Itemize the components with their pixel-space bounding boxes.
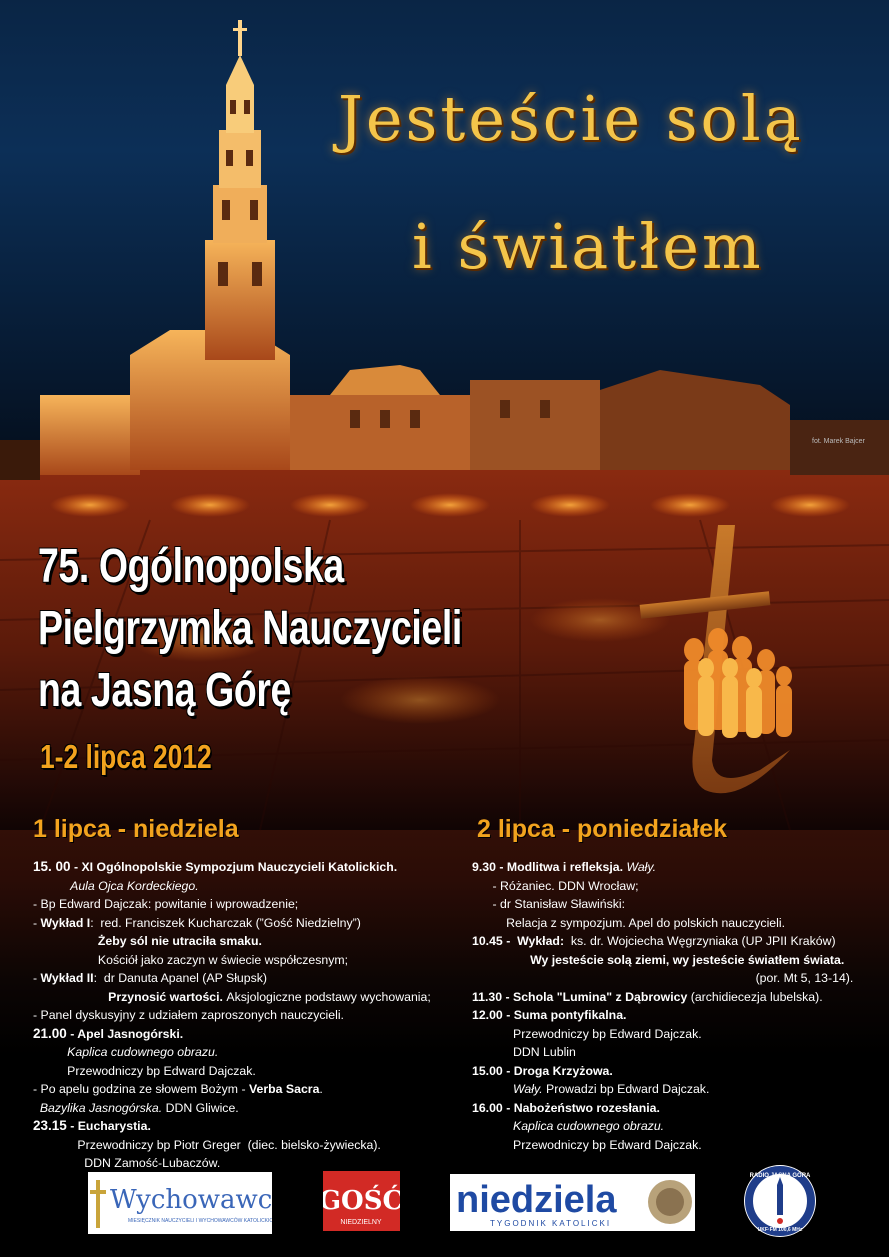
schedule-line (472, 1099, 889, 1118)
schedule-line (472, 1043, 889, 1062)
schedule-line (33, 858, 473, 877)
schedule-text: Przewodniczy bp Piotr Greger (diec. bielsko-żywiecka). (33, 1137, 381, 1152)
schedule-text: 23.15 (33, 1118, 67, 1133)
schedule-text: Bazylika Jasnogórska. (33, 1100, 163, 1115)
schedule-text: Wały. (472, 1082, 543, 1096)
schedule-text: - Panel dyskusyjny z udziałem zaproszonych nauczycieli. (33, 1008, 344, 1022)
schedule-text: 15.00 - Droga Krzyżowa. (472, 1063, 613, 1078)
schedule-line (472, 1136, 889, 1155)
schedule-line (472, 877, 889, 896)
schedule-text: : red. Franciszek Kucharczak (”Gość Niedzielny”) (90, 915, 361, 930)
schedule-text: Przewodniczy bp Edward Dajczak. (472, 1026, 702, 1041)
schedule-text: DDN Gliwice. (162, 1100, 239, 1115)
schedule-line (33, 932, 473, 951)
schedule-text: - (33, 971, 41, 985)
schedule-text: (por. Mt 5, 13-14). (472, 971, 854, 985)
svg-text:GOŚĆ: GOŚĆ (323, 1186, 400, 1216)
schedule-line (472, 969, 889, 988)
headline-line1: 75. Ogólnopolska (38, 540, 344, 593)
day2-schedule (472, 858, 889, 1154)
schedule-text: Prowadzi bp Edward Dajczak. (542, 1082, 710, 1096)
schedule-text: - (33, 915, 41, 930)
schedule-line (472, 951, 889, 970)
schedule-line (472, 1080, 889, 1099)
headline-line3: na Jasną Górę (38, 664, 291, 717)
svg-text:UKF·FM 100,6 MHz: UKF·FM 100,6 MHz (757, 1227, 803, 1233)
schedule-line (472, 895, 889, 914)
schedule-text: . (319, 1082, 323, 1096)
schedule-line (472, 932, 889, 951)
schedule-text: Aksjologiczne podstawy wychowania; (222, 989, 431, 1004)
radio-jasna-gora-logo (744, 1165, 816, 1237)
schedule-line (33, 1136, 473, 1155)
day2-heading: 2 lipca - poniedziałek (477, 815, 728, 843)
niedziela-logo (450, 1174, 695, 1231)
schedule-line (33, 895, 473, 914)
schedule-text: 9.30 - Modlitwa i refleksja. (472, 860, 624, 874)
day1-schedule (33, 858, 473, 1173)
schedule-line (33, 914, 473, 933)
schedule-line (33, 1025, 473, 1044)
poster-title-line1: Jesteście solą (338, 82, 804, 155)
svg-text:RADIO JASNA GÓRA: RADIO JASNA GÓRA (749, 1173, 811, 1179)
schedule-line (33, 877, 473, 896)
schedule-text: Wykład I (40, 915, 91, 930)
schedule-text: Kaplica cudownego obrazu. (33, 1045, 219, 1059)
schedule-text: Przewodniczy bp Edward Dajczak. (472, 1137, 702, 1152)
schedule-text: Żeby sól nie utraciła smaku. (33, 934, 262, 948)
schedule-text: (archidiecezja lubelska). (687, 989, 823, 1004)
event-dates: 1-2 lipca 2012 (40, 738, 212, 775)
schedule-text: - Bp Edward Dajczak: powitanie i wprowadzenie; (33, 897, 299, 911)
schedule-line (472, 858, 889, 877)
schedule-line (33, 1006, 473, 1025)
schedule-text: - Eucharystia. (66, 1119, 151, 1133)
schedule-line (472, 988, 889, 1007)
schedule-text: Kaplica cudownego obrazu. (472, 1119, 665, 1133)
svg-text:niedziela: niedziela (456, 1179, 617, 1221)
schedule-line (472, 1006, 889, 1025)
schedule-text: Przewodniczy bp Edward Dajczak. (33, 1063, 256, 1078)
poster-title-line2: i światłem (412, 210, 764, 283)
schedule-line (33, 969, 473, 988)
svg-text:MIESIĘCZNIK NAUCZYCIELI I WYCH: MIESIĘCZNIK NAUCZYCIELI I WYCHOWAWCÓW KATOLICKICH (128, 1218, 272, 1224)
schedule-text: Wały. (623, 860, 657, 874)
schedule-text: Relacja z sympozjum. Apel do polskich nauczycieli. (472, 915, 786, 930)
schedule-line (472, 914, 889, 933)
svg-text:TYGODNIK KATOLICKI: TYGODNIK KATOLICKI (490, 1219, 612, 1228)
schedule-text: - Po apelu godzina ze słowem Bożym - (33, 1082, 249, 1096)
svg-text:NIEDZIELNY: NIEDZIELNY (340, 1219, 382, 1226)
schedule-text: Przynosić wartości. (33, 989, 223, 1004)
schedule-text: DDN Zamość-Lubaczów. (33, 1156, 221, 1170)
schedule-text: 10.45 - Wykład: (472, 934, 565, 948)
schedule-text: - dr Stanisław Sławiński: (472, 897, 626, 911)
schedule-line (33, 1154, 473, 1173)
svg-text:Wychowawca: Wychowawca (110, 1185, 272, 1215)
schedule-text: - XI Ogólnopolskie Sympozjum Nauczycieli Katolickich. (70, 860, 398, 874)
schedule-text: 11.30 - Schola "Lumina" z Dąbrowicy (472, 989, 688, 1004)
schedule-text: - Różaniec. DDN Wrocław; (472, 878, 639, 893)
schedule-line (33, 1043, 473, 1062)
schedule-line (472, 1117, 889, 1136)
schedule-text: 15. 00 (33, 859, 71, 874)
schedule-line (472, 1062, 889, 1081)
schedule-text: 21.00 (33, 1025, 67, 1041)
schedule-text: Kościół jako zaczyn w świecie współczesnym; (33, 952, 349, 967)
schedule-line (33, 1080, 473, 1099)
schedule-text: DDN Lublin (472, 1045, 576, 1059)
schedule-line (33, 951, 473, 970)
schedule-text: 16.00 - Nabożeństwo rozesłania. (472, 1100, 660, 1115)
schedule-text: : dr Danuta Apanel (AP Słupsk) (93, 971, 268, 985)
gosc-niedzielny-logo (323, 1171, 400, 1231)
wychowawca-logo (88, 1172, 272, 1234)
schedule-line (472, 1025, 889, 1044)
schedule-text: 12.00 - Suma pontyfikalna. (472, 1008, 627, 1022)
schedule-line (33, 1117, 473, 1136)
schedule-line (33, 1062, 473, 1081)
schedule-line (33, 1099, 473, 1118)
schedule-text: - Apel Jasnogórski. (66, 1026, 184, 1041)
day1-heading: 1 lipca - niedziela (33, 815, 239, 843)
schedule-text: ks. dr. Wojciecha Węgrzyniaka (UP JPII Kraków) (564, 934, 836, 948)
headline-line2: Pielgrzymka Nauczycieli (38, 602, 462, 655)
schedule-line (33, 988, 473, 1007)
schedule-text: Wy jesteście solą ziemi, wy jesteście światłem świata. (472, 952, 845, 967)
schedule-text: Verba Sacra (248, 1082, 320, 1096)
photo-credit: fot. Marek Bajcer (812, 438, 865, 445)
schedule-text: Aula Ojca Kordeckiego. (33, 878, 199, 893)
schedule-text: Wykład II (40, 971, 94, 985)
